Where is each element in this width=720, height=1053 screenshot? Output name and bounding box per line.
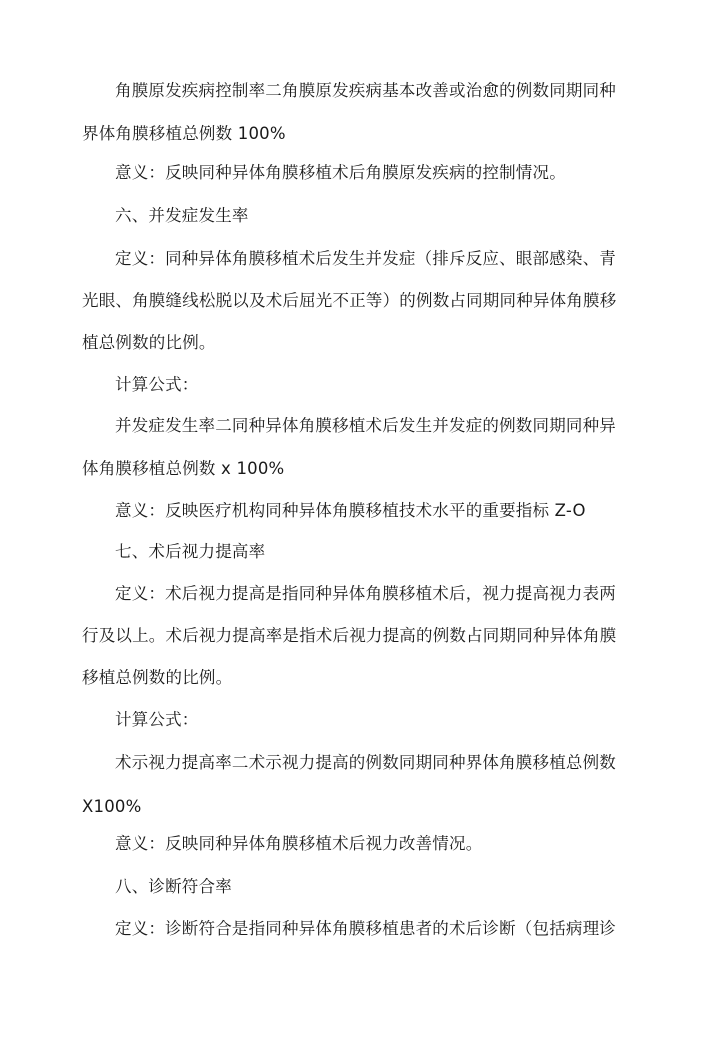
paragraph-complication-formula: 并发症发生率二同种异体角膜移植术后发生并发症的例数同期同种异 xyxy=(115,416,616,435)
paragraph-complication-definition-cont1: 光眼、角膜缝线松脱以及术后屈光不正等）的例数占同期同种异体角膜移 xyxy=(82,291,617,310)
paragraph-vision-formula-label: 计算公式： xyxy=(115,710,199,729)
paragraph-diagnosis-definition: 定义：诊断符合是指同种异体角膜移植患者的术后诊断（包括病理诊 xyxy=(115,919,616,938)
section-heading-diagnosis-accuracy-rate: 八、诊断符合率 xyxy=(115,877,232,896)
paragraph-control-rate-formula: 角膜原发疾病控制率二角膜原发疾病基本改善或治愈的例数同期同种 xyxy=(115,81,616,100)
paragraph-vision-definition-cont1: 行及以上。术后视力提高率是指术后视力提高的例数占同期同种异体角膜 xyxy=(82,626,617,645)
paragraph-control-rate-formula-cont: 界体角膜移植总例数 100% xyxy=(82,124,286,143)
paragraph-complication-formula-cont: 体角膜移植总例数 x 100% xyxy=(82,459,285,478)
section-heading-complication-rate: 六、并发症发生率 xyxy=(115,206,249,225)
paragraph-vision-meaning: 意义：反映同种异体角膜移植术后视力改善情况。 xyxy=(115,834,483,853)
paragraph-complication-definition: 定义：同种异体角膜移植术后发生并发症（排斥反应、眼部感染、青 xyxy=(115,249,616,268)
paragraph-vision-definition: 定义：术后视力提高是指同种异体角膜移植术后，视力提高视力表两 xyxy=(115,584,616,603)
paragraph-vision-formula-cont: X100% xyxy=(82,797,142,816)
paragraph-vision-definition-cont2: 移植总例数的比例。 xyxy=(82,668,233,687)
paragraph-complication-formula-label: 计算公式： xyxy=(115,375,199,394)
paragraph-complication-meaning: 意义：反映医疗机构同种异体角膜移植技术水平的重要指标 Z-O xyxy=(115,501,586,520)
paragraph-vision-formula: 术示视力提高率二术示视力提高的例数同期同种界体角膜移植总例数 xyxy=(115,753,616,772)
paragraph-complication-definition-cont2: 植总例数的比例。 xyxy=(82,333,216,352)
paragraph-control-rate-meaning: 意义：反映同种异体角膜移植术后角膜原发疾病的控制情况。 xyxy=(115,163,566,182)
section-heading-vision-improvement-rate: 七、术后视力提高率 xyxy=(115,542,266,561)
